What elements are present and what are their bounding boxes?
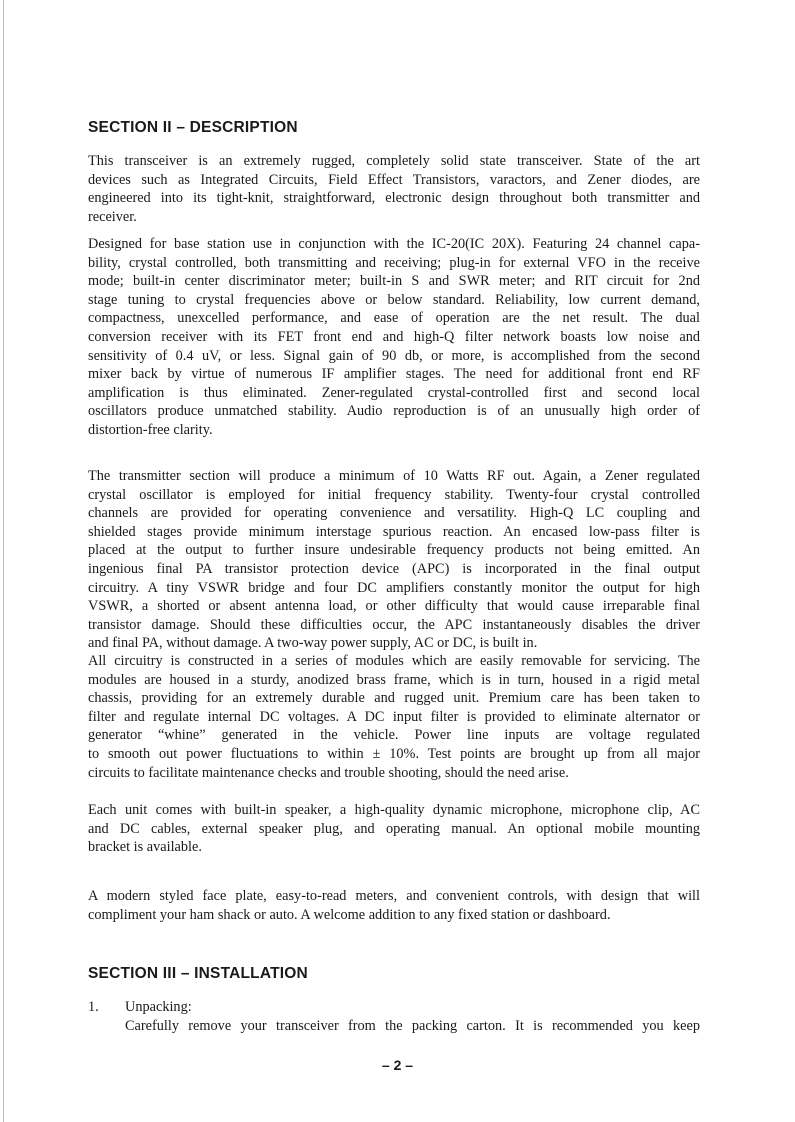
text-line: circuitry. A tiny VSWR bridge and four DC amplifiers constantly monitor the output for high — [88, 579, 700, 596]
text-line: devices such as Integrated Circuits, Field Effect Transistors, varactors, and Zener diodes, are — [88, 171, 700, 188]
text-line: All circuitry is constructed in a series of modules which are easily removable for servicing. The — [88, 653, 700, 669]
item-number: 1. — [88, 999, 99, 1015]
text-line: channels are provided for operating convenience and versatility. High-Q LC coupling and — [88, 505, 700, 522]
text-line: filter and regulate internal DC voltages. A DC input filter is provided to eliminate alternator or — [88, 708, 700, 725]
text-line: stage tuning to crystal frequencies above or below standard. Reliability, low current demand, — [88, 291, 700, 308]
page-number: – 2 – — [381, 1057, 414, 1073]
text-line: This transceiver is an extremely rugged, completely solid state transceiver. State of the art — [88, 153, 700, 169]
paragraph — [88, 801, 700, 857]
text-line: shielded stages provide minimum interstage spurious reaction. An encased low-pass filter is — [88, 523, 700, 540]
text-line: engineered into its tight-knit, straightforward, electronic design throughout both transmitter and — [88, 190, 700, 207]
text-line: compliment your ham shack or auto. A welcome addition to any fixed station or dashboard. — [88, 906, 611, 923]
text-line: Carefully remove your transceiver from the packing carton. It is recommended you keep — [125, 1018, 700, 1034]
text-line: circuits to facilitate maintenance checks and trouble shooting, should the need arise. — [88, 764, 569, 781]
text-line: compactness, unexcelled performance, and ease of operation are the net result. The dual — [88, 310, 700, 327]
text-line: modules are housed in a sturdy, anodized brass frame, which is in turn, housed in a rigid metal — [88, 671, 700, 688]
paragraph — [88, 235, 700, 440]
text-line: mode; built-in center discriminator meter; built-in S and SWR meter; and RIT circuit for 2nd — [88, 273, 700, 290]
text-line: mixer back by virtue of numerous IF amplifier stages. The need for additional front end RF — [88, 366, 700, 383]
text-line: and DC cables, external speaker plug, and operating manual. An optional mobile mounting — [88, 820, 700, 837]
text-line: oscillators produce unmatched stability. Audio reproduction is of an unusually high order of — [88, 403, 700, 420]
text-line: The transmitter section will produce a minimum of 10 Watts RF out. Again, a Zener regulated — [88, 468, 700, 484]
text-line: ingenious final PA transistor protection device (APC) is incorporated in the final output — [88, 560, 700, 577]
text-line: conversion receiver with its FET front end and high-Q filter network boasts low noise and — [88, 328, 700, 345]
text-line: crystal oscillator is employed for initial frequency stability. Twenty-four crystal controlled — [88, 486, 700, 503]
paragraph — [88, 652, 700, 782]
text-line: placed at the output to further insure undesirable frequency products not being emitted. An — [88, 542, 700, 559]
text-line: distortion-free clarity. — [88, 421, 213, 438]
text-line: A modern styled face plate, easy-to-read meters, and convenient controls, with design that will — [88, 888, 700, 904]
section-ii-heading: SECTION II – DESCRIPTION — [88, 119, 298, 136]
text-line: bility, crystal controlled, both transmitting and receiving; plug-in for external VFO in the receive — [88, 254, 700, 271]
text-line: Designed for base station use in conjunction with the IC-20(IC 20X). Featuring 24 channel capa- — [88, 236, 700, 252]
text-line: receiver. — [88, 208, 137, 225]
text-line: Each unit comes with built-in speaker, a high-quality dynamic microphone, microphone clip, AC — [88, 802, 700, 818]
text-line: and final PA, without damage. A two-way power supply, AC or DC, is built in. — [88, 635, 538, 652]
text-line: generator “whine” generated in the vehicle. Power line inputs are voltage regulated — [88, 727, 700, 744]
section-iii-heading: SECTION III – INSTALLATION — [88, 965, 308, 982]
text-line: amplification is thus eliminated. Zener-regulated crystal-controlled first and second local — [88, 384, 700, 401]
text-line: bracket is available. — [88, 839, 202, 856]
text-line: sensitivity of 0.4 uV, or less. Signal gain of 90 db, or more, is accomplished from the second — [88, 347, 700, 364]
item-text — [125, 1017, 700, 1036]
text-line: to smooth out power fluctuations to within ± 10%. Test points are brought up from all major — [88, 745, 700, 762]
text-line: transistor damage. Should these difficulties occur, the APC instantaneously disables the driver — [88, 616, 700, 633]
scan-edge-line — [3, 0, 4, 1122]
paragraph — [88, 887, 700, 924]
text-line: chassis, providing for an extremely durable and rugged unit. Premium care has been taken to — [88, 690, 700, 707]
paragraph — [88, 152, 700, 226]
paragraph — [88, 467, 700, 653]
text-line: VSWR, a shorted or absent antenna load, or other difficulty that would cause irreparable final — [88, 598, 700, 615]
item-title: Unpacking: — [125, 999, 192, 1015]
